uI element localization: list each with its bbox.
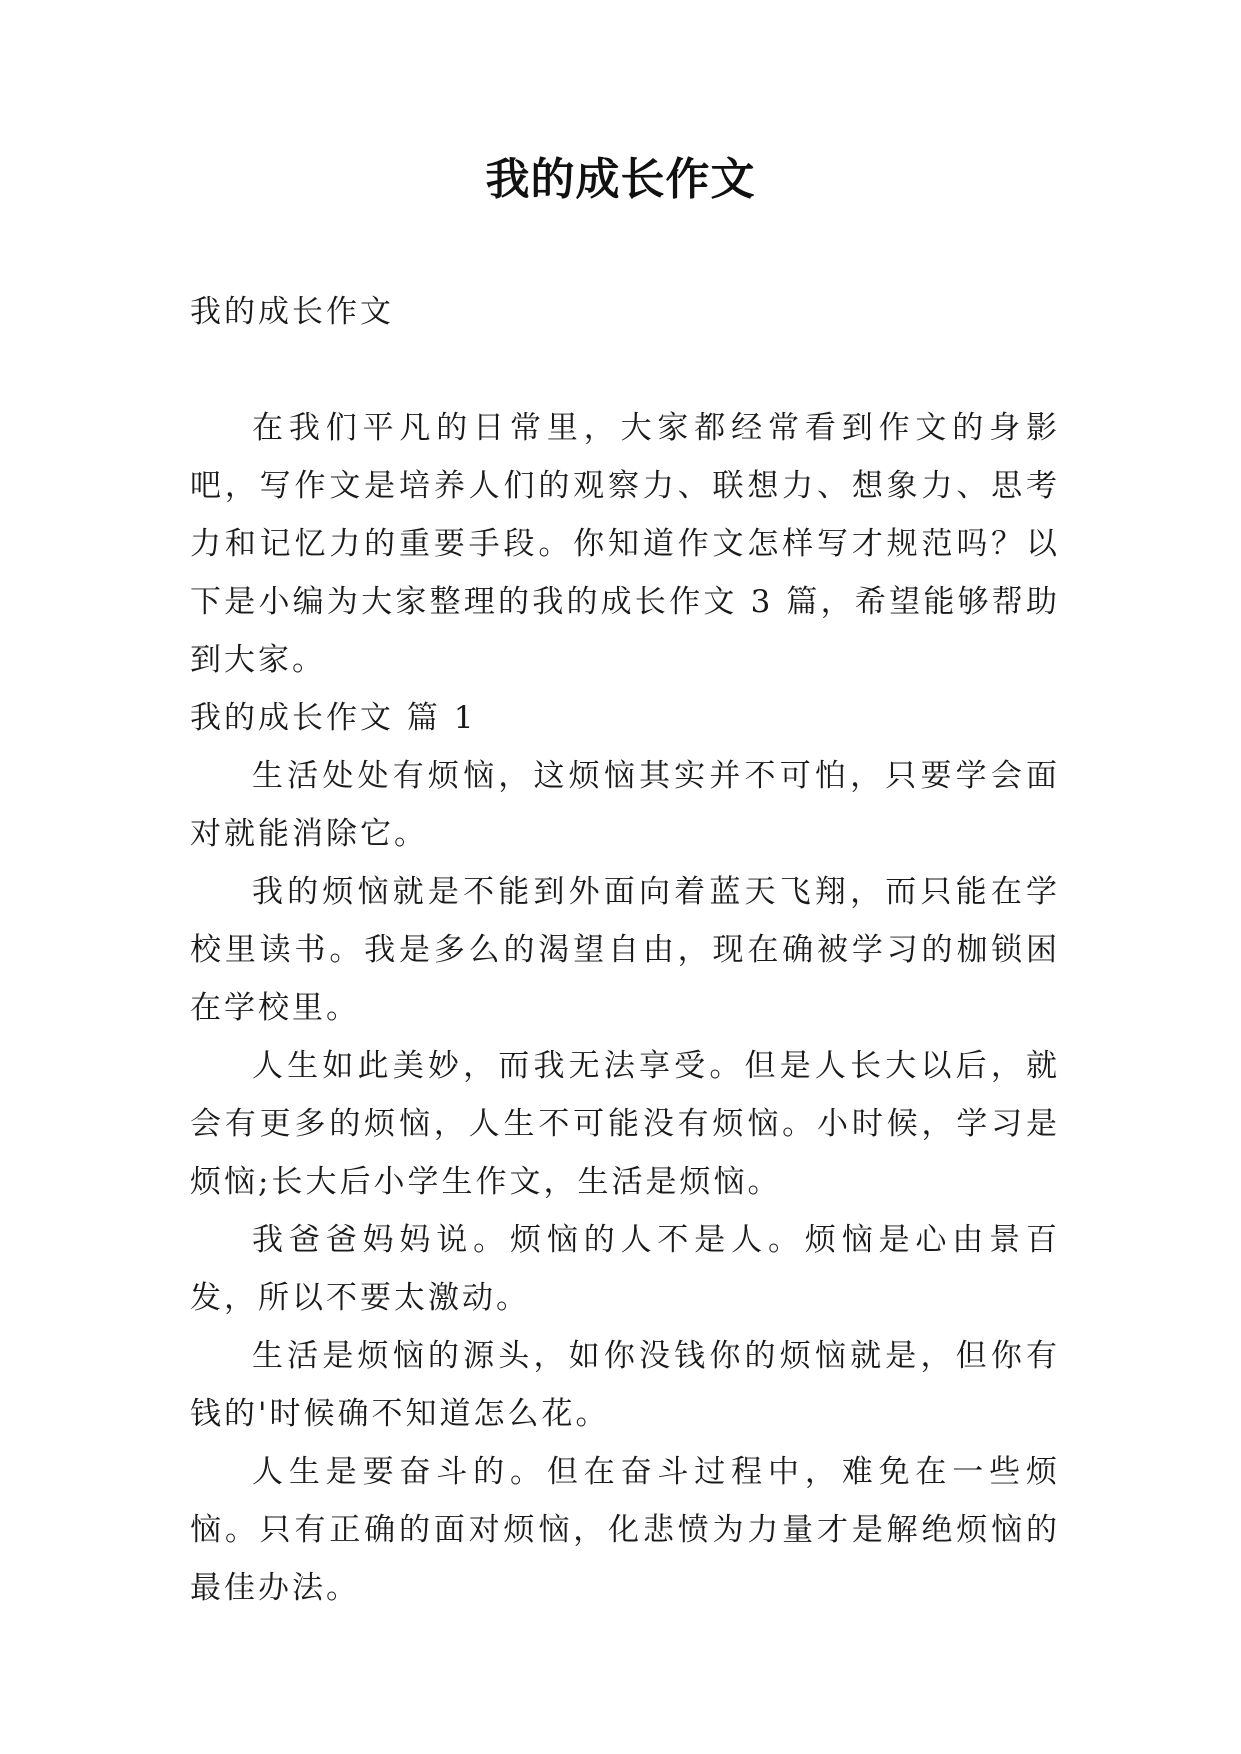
- document-title: 我的成长作文: [485, 154, 756, 205]
- body-paragraph: 我爸爸妈妈说。烦恼的人不是人。烦恼是心由景百发，所以不要太激动。: [190, 1222, 1060, 1316]
- document-subtitle: 我的成长作文: [190, 294, 394, 330]
- body-paragraph: 生活是烦恼的源头，如你没钱你的烦恼就是，但你有钱的'时候确不知道怎么花。: [190, 1338, 1060, 1432]
- body-paragraph: 人生如此美妙，而我无法享受。但是人长大以后，就会有更多的烦恼，人生不可能没有烦恼。小时候，学习是烦恼;长大后小学生作文，生活是烦恼。: [190, 1048, 1060, 1200]
- body-paragraph: 生活处处有烦恼，这烦恼其实并不可怕，只要学会面对就能消除它。: [190, 758, 1060, 852]
- body-paragraph: 人生是要奋斗的。但在奋斗过程中，难免在一些烦恼。只有正确的面对烦恼，化悲愤为力量才是解绝烦恼的最佳办法。: [190, 1454, 1060, 1606]
- body-paragraph: 我的烦恼就是不能到外面向着蓝天飞翔，而只能在学校里读书。我是多么的渴望自由，现在确被学习的枷锁困在学校里。: [190, 874, 1060, 1026]
- section-heading: 我的成长作文 篇 1: [190, 700, 477, 736]
- document-body: [190, 283, 1060, 1617]
- blank-line: [190, 341, 1060, 399]
- intro-paragraph: 在我们平凡的日常里，大家都经常看到作文的身影吧，写作文是培养人们的观察力、联想力、想象力、思考力和记忆力的重要手段。你知道作文怎样写才规范吗？以下是小编为大家整理的我的成长作文 3 篇，希望能够帮助到大家。: [190, 410, 1060, 678]
